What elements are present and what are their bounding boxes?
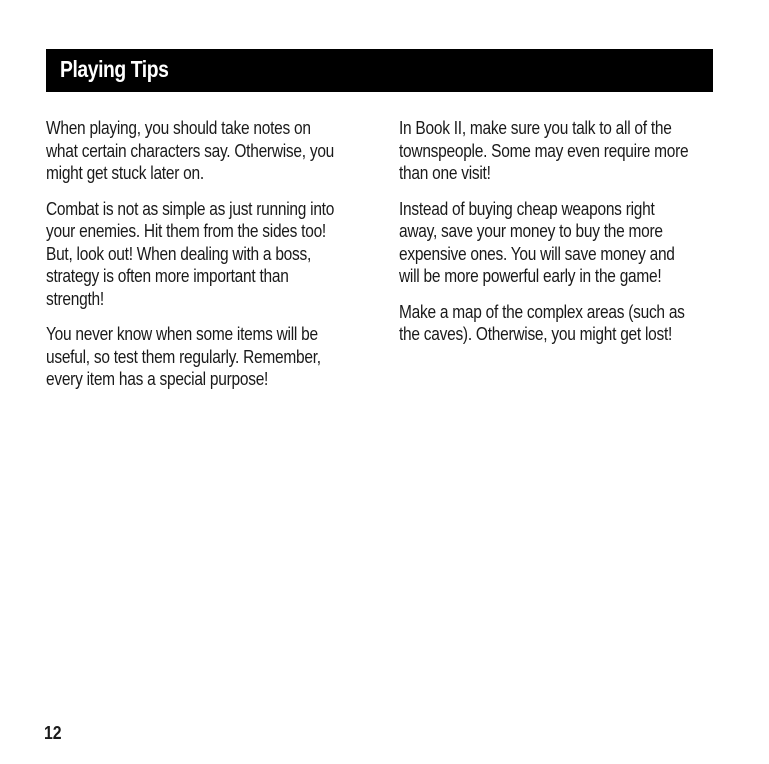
tip-paragraph: When playing, you should take notes on what certain characters say. Otherwise, you might get stuck later on. [46, 118, 335, 183]
page-number: 12 [44, 723, 62, 743]
tip-paragraph: Make a map of the complex areas (such as the caves). Otherwise, you might get lost! [399, 301, 685, 344]
section-title: Playing Tips [60, 56, 169, 82]
tip-paragraph: You never know when some items will be useful, so test them regularly. Remember, every item has a special purpose! [46, 324, 321, 389]
tip-paragraph: In Book II, make sure you talk to all of the townspeople. Some may even require more than one visit! [399, 118, 689, 183]
section-header-bar [46, 49, 713, 92]
tip-paragraph: Combat is not as simple as just running into your enemies. Hit them from the sides too! But, look out! When dealing with a boss, strategy is often more important than strength! [46, 198, 335, 309]
left-column [46, 117, 376, 404]
right-column [399, 117, 719, 359]
tip-paragraph: Instead of buying cheap weapons right away, save your money to buy the more expensive ones. You will save money and will be more powerful early in the game! [399, 198, 675, 286]
